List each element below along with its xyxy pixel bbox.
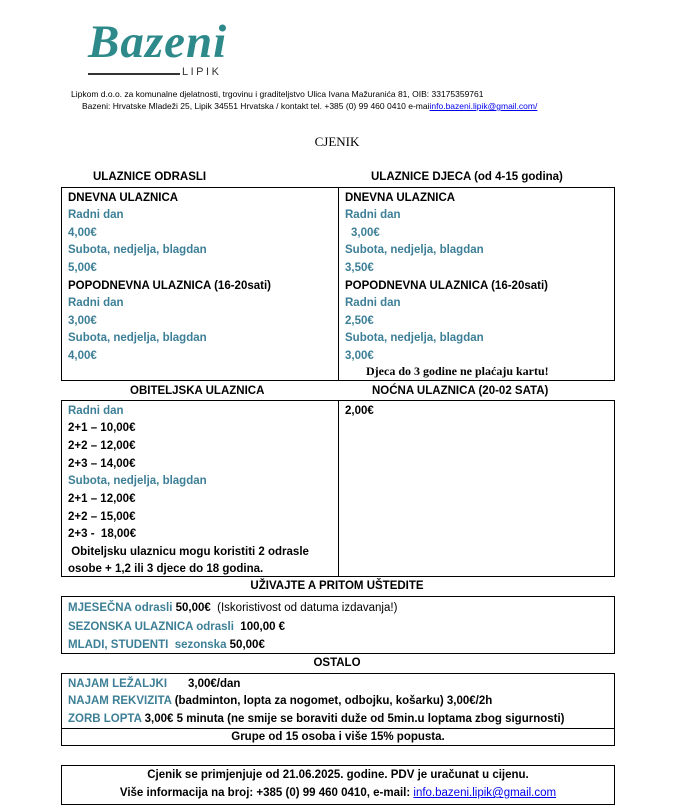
monthly-rest: odrasli [131,602,173,614]
family-weekend-3: 2+3 - 18,00€ [68,528,137,540]
children-weekend-price: 3,50€ [345,262,374,274]
other-header: OSTALO [313,657,361,669]
children-day-title: DNEVNA ULAZNICA [345,192,456,204]
header-email-link[interactable]: info.bazeni.lipik@gmail.com/ [429,101,538,111]
youth-price: 50,00€ [226,639,265,651]
children-afternoon-weekday-price: 2,50€ [345,315,374,327]
children-afternoon-weekend-price: 3,00€ [345,350,374,362]
children-header: ULAZNICE DJECA (od 4-15 godina) [371,171,563,183]
page-title: CJENIK [314,134,360,149]
footer-line-2 [61,786,615,800]
family-note-1: Obiteljsku ulaznicu mogu koristiti 2 odrasle [68,546,309,558]
children-free-note: Djeca do 3 godine ne plaćaju kartu! [366,364,549,378]
other-props [68,694,492,708]
adults-afternoon-title: POPODNEVNA ULAZNICA (16-20sati) [68,280,271,292]
logo-text: Bazeni [88,16,228,68]
adults-weekday-price: 4,00€ [68,227,97,239]
family-weekday-label: Radni dan [68,405,124,417]
column-divider-2 [338,400,339,577]
logo [88,16,228,78]
family-weekday-3: 2+3 – 14,00€ [68,458,136,470]
adults-day-title: DNEVNA ULAZNICA [68,192,179,204]
props-label: NAJAM REKVIZITA [68,695,172,707]
address-text: Bazeni: Hrvatske Mladeži 25, Lipik 34551 Hrvatska / kontakt tel. +385 (0) 99 460 0410 e-mai [82,101,430,111]
lounger-label: NAJAM LEŽALJKI [68,678,168,690]
family-weekend-label: Subota, nedjelja, blagdan [68,475,207,487]
savings-youth [68,638,265,652]
youth-label: MLADI, STUDENTI sezonska [68,639,227,651]
savings-monthly [68,601,397,615]
family-weekday-1: 2+1 – 10,00€ [68,422,136,434]
zorb-label: ZORB LOPTA [68,713,142,725]
address-line [82,101,674,112]
footer-line-1: Cjenik se primjenjuje od 21.06.2025. godine. PDV je uračunat u cijenu. [147,769,529,781]
children-afternoon-weekday-label: Radni dan [345,297,401,309]
props-rest: (badminton, lopta za nogomet, odbojku, košarku) 3,00€/2h [171,695,493,707]
adults-afternoon-weekday-price: 3,00€ [68,315,97,327]
family-header: OBITELJSKA ULAZNICA [130,385,265,397]
zorb-rest: 3,00€ 5 minuta (ne smije se boraviti duže od 5min.u loptama zbog sigurnosti) [141,713,565,725]
adults-weekend-label: Subota, nedjelja, blagdan [68,244,207,256]
adults-afternoon-weekend-label: Subota, nedjelja, blagdan [68,332,207,344]
night-header: NOĆNA ULAZNICA (20-02 SATA) [372,385,549,397]
company-line: Lipkom d.o.o. za komunalne djelatnosti, trgovinu i graditeljstvo Ulica Ivana Mažuranića 81, OIB: 33175359761 [71,89,484,99]
adults-weekday-label: Radni dan [68,209,124,221]
monthly-label: MJESEČNA [68,602,132,614]
other-zorb [68,712,565,726]
group-note: Grupe od 15 osoba i više 15% popusta. [231,731,445,743]
savings-season [68,620,285,634]
family-weekend-1: 2+1 – 12,00€ [68,493,136,505]
savings-header: UŽIVAJTE A PRITOM UŠTEDITE [250,580,424,592]
children-weekend-label: Subota, nedjelja, blagdan [345,244,484,256]
children-afternoon-title: POPODNEVNA ULAZNICA (16-20sati) [345,280,548,292]
family-note-2: osobe + 1,2 ili 3 djece do 18 godina. [68,563,264,575]
footer-email-link[interactable]: info.bazeni.lipik@gmail.com [413,787,557,799]
adults-header: ULAZNICE ODRASLI [93,171,207,183]
children-weekday-label: Radni dan [345,209,401,221]
other-lounger [68,677,167,691]
children-weekday-price: 3,00€ [351,227,380,239]
lounger-price: 3,00€/dan [188,678,241,690]
column-divider [338,187,339,381]
monthly-price: 50,00€ [172,602,211,614]
night-price: 2,00€ [345,405,374,417]
adults-afternoon-weekday-label: Radni dan [68,297,124,309]
family-weekday-2: 2+2 – 12,00€ [68,440,136,452]
other-row-divider [61,728,615,729]
children-afternoon-weekend-label: Subota, nedjelja, blagdan [345,332,484,344]
logo-subtext: LIPIK [182,66,222,78]
season-label: SEZONSKA ULAZNICA odrasli [68,621,234,633]
footer-contact: Više informacija na broj: +385 (0) 99 460 0410, e-mail: [119,787,414,799]
family-weekend-2: 2+2 – 15,00€ [68,511,136,523]
adults-weekend-price: 5,00€ [68,262,97,274]
monthly-note: (Iskoristivost od datuma izdavanja!) [210,602,398,614]
season-price: 100,00 € [233,621,286,633]
adults-afternoon-weekend-price: 4,00€ [68,350,97,362]
logo-rule [88,73,180,75]
